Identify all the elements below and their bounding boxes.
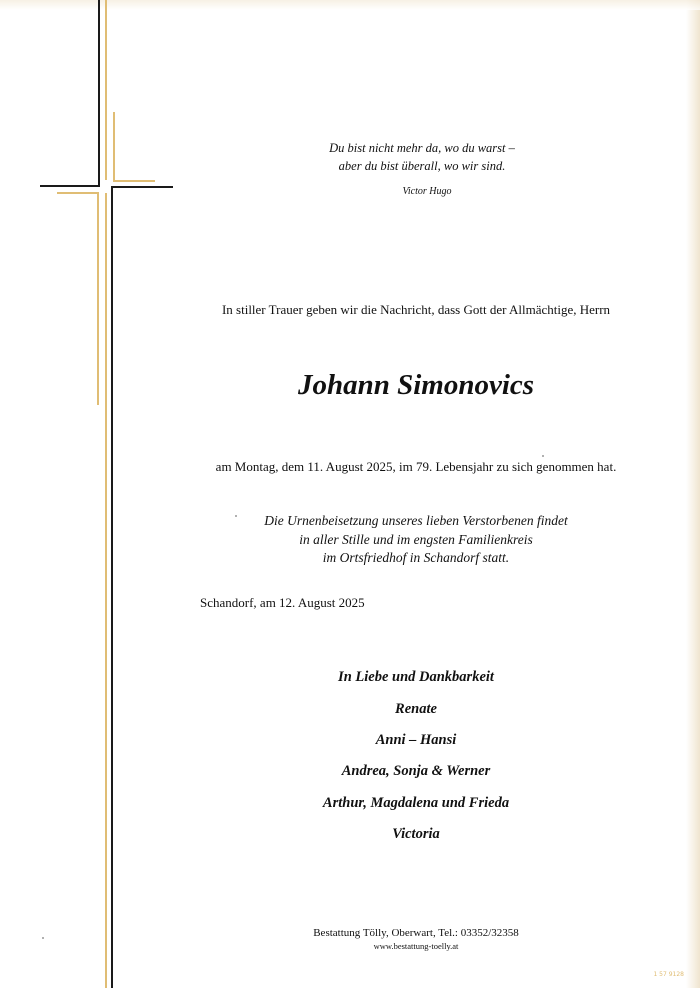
deceased-name: Johann Simonovics (297, 369, 535, 401)
family-member: Anni – Hansi (375, 732, 457, 748)
burial-line: in aller Stille und im engsten Familienkreis (299, 531, 533, 547)
family-member: Arthur, Magdalena und Frieda (322, 795, 510, 811)
quote-line: aber du bist überall, wo wir sind. (338, 159, 506, 173)
speck (542, 455, 544, 457)
quote-line: Du bist nicht mehr da, wo du warst – (329, 141, 515, 155)
quote (72, 139, 700, 175)
speck (42, 937, 44, 939)
family-member: Victoria (392, 826, 440, 842)
family-member: Andrea, Sonja & Werner (341, 763, 491, 779)
quote-author: Victor Hugo (402, 186, 452, 197)
undertaker-line: Bestattung Tölly, Oberwart, Tel.: 03352/32358 (313, 927, 519, 939)
burial-line: Die Urnenbeisetzung unseres lieben Verstorbenen findet (264, 513, 568, 528)
burial-notice (66, 512, 700, 568)
death-line: am Montag, dem 11. August 2025, im 79. Lebensjahr zu sich genommen hat. (215, 459, 617, 474)
burial-line: im Ortsfriedhof in Schandorf statt. (322, 550, 510, 565)
family-heading: In Liebe und Dankbarkeit (338, 669, 494, 685)
undertaker-website: www.bestattung-toelly.at (373, 941, 459, 951)
announcement-intro: In stiller Trauer geben wir die Nachricht, dass Gott der Allmächtige, Herrn (221, 302, 611, 317)
place-date: Schandorf, am 12. August 2025 (200, 595, 365, 610)
print-code: 1 57 9128 (653, 971, 684, 978)
family-member: Renate (395, 701, 437, 717)
